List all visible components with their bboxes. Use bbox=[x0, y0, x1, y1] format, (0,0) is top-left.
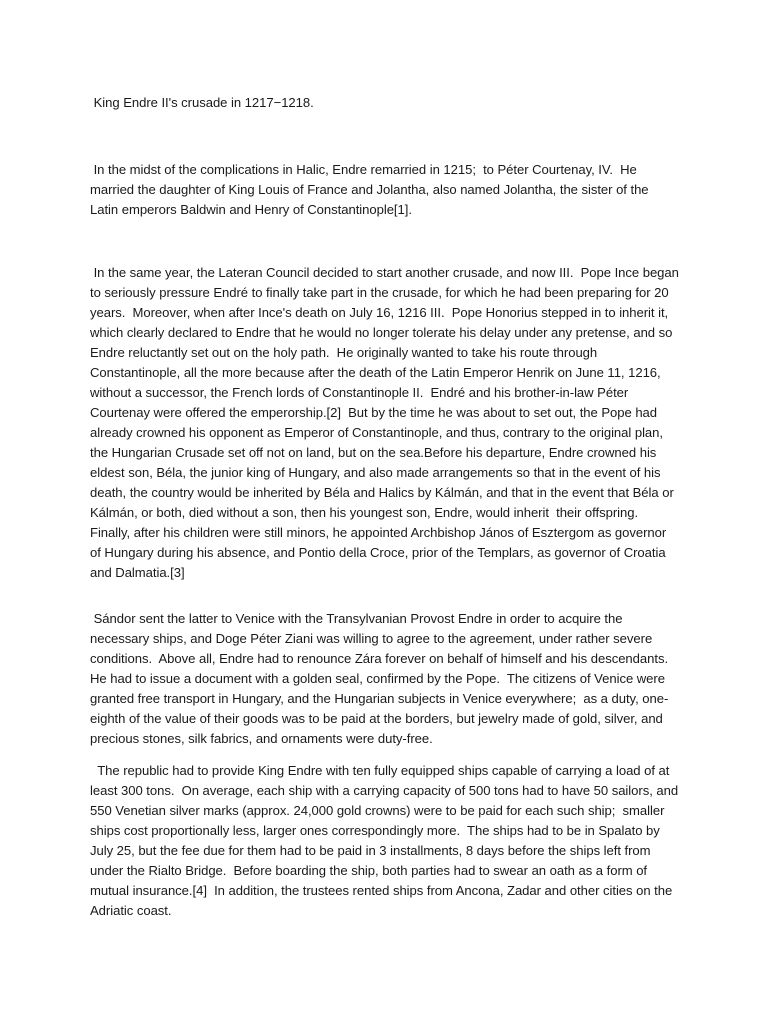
paragraph-4: The republic had to provide King Endre with ten fully equipped ships capable of carrying a load of at least 300 tons. On average, each ship with a carrying capacity of 500 tons had to have 50 sailors, and 550 Venetian silver marks (approx. 24,000 gold crowns) were to be paid for each such ship; smaller ships cost proportionally less, larger ones correspondingly more. The ships had to be in Spalato by July 25, but the fee due for them had to be paid in 3 installments, 8 days before the ships left from under the Rialto Bridge. Before boarding the ship, both parties had to swear an oath as a form of mutual insurance.[4] In addition, the trustees rented ships from Ancona, Zadar and other cities on the Adriatic coast. bbox=[90, 763, 682, 918]
paragraph-3: Sándor sent the latter to Venice with the Transylvanian Provost Endre in order to acquire the necessary ships, and Doge Péter Ziani was willing to agree to the agreement, under rather severe conditions. Above all, Endre had to renounce Zára forever on behalf of himself and his descendants. He had to issue a document with a golden seal, confirmed by the Pope. The citizens of Venice were granted free transport in Hungary, and the Hungarian subjects in Venice everywhere; as a duty, one-eighth of the value of their goods was to be paid at the borders, but jewelry made of gold, silver, and precious stones, silk fabrics, and ornaments were duty-free. bbox=[90, 611, 676, 746]
paragraph-2: In the same year, the Lateran Council decided to start another crusade, and now III. Pope Ince began to seriously pressure Endré to finally take part in the crusade, for which he had been preparing for 20 years. Moreover, when after Ince's death on July 16, 1216 III. Pope Honorius stepped in to inherit it, which clearly declared to Endre that he would no longer tolerate his delay under any pretense, and so Endre reluctantly set out on the holy path. He originally wanted to take his route through Constantinople, all the more because after the death of the Latin Emperor Henrik on June 11, 1216, without a successor, the French lords of Constantinople II. Endré and his brother-in-law Péter Courtenay were offered the emperorship.[2] But by the time he was about to set out, the Pope had already crowned his opponent as Emperor of Constantinople, and thus, contrary to the original plan, the Hungarian Crusade set off not on land, but on the sea.Before his departure, Endre crowned his eldest son, Béla, the junior king of Hungary, and also made arrangements so that in the event of his death, the country would be inherited by Béla and Halics by Kálmán, and that in the event that Béla or Kálmán, or both, died without a son, then his youngest son, Endre, would inherit their offspring. Finally, after his children were still minors, he appointed Archbishop János of Esztergom as governor of Hungary during his absence, and Pontio della Croce, prior of the Templars, as governor of Croatia and Dalmatia.[3] bbox=[90, 265, 683, 580]
document-title: King Endre II's crusade in 1217−1218. bbox=[90, 95, 314, 110]
paragraph-1: In the midst of the complications in Halic, Endre remarried in 1215; to Péter Courtenay, IV. He married the daughter of King Louis of France and Jolantha, also named Jolantha, the sister of the Latin emperors Baldwin and Henry of Constantinople[1]. bbox=[90, 162, 653, 217]
